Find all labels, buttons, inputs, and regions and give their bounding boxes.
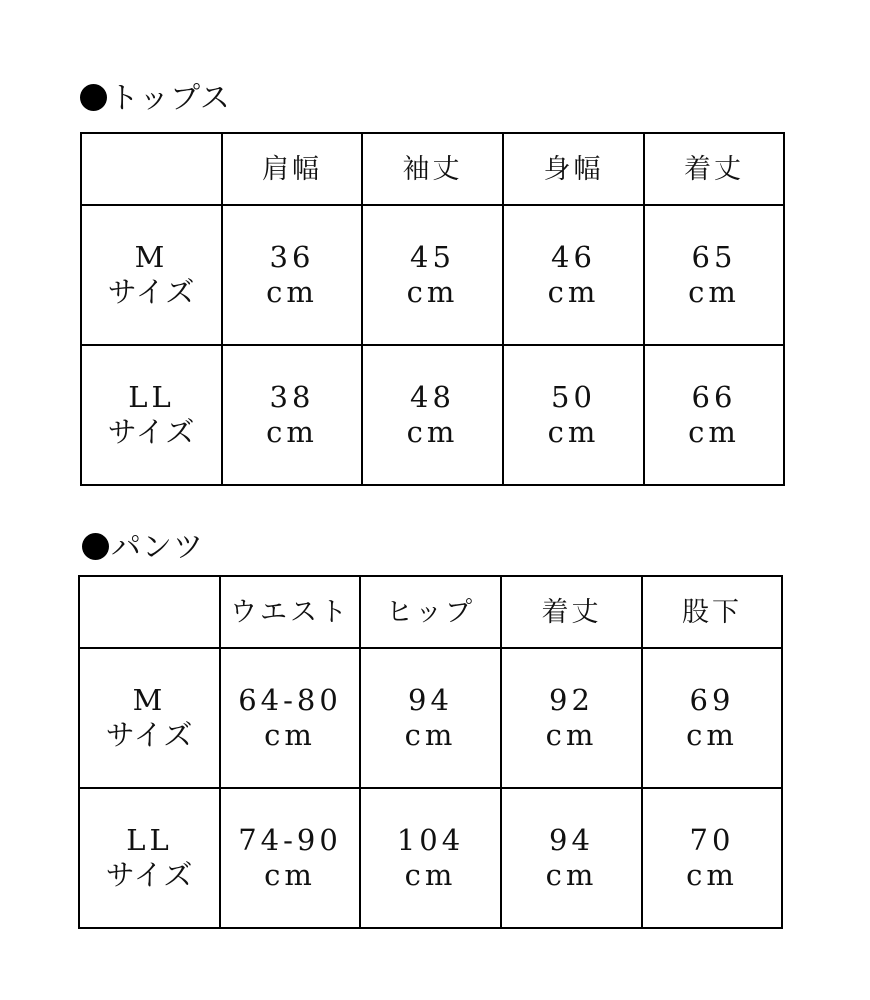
pants-header-row (79, 576, 782, 648)
value: 65 (691, 240, 737, 274)
pants-section-title (82, 530, 204, 565)
value-cell (220, 788, 360, 928)
value: 64-80 (238, 683, 342, 717)
value-cell (362, 345, 503, 485)
tops-header-row (81, 133, 784, 205)
unit: cm (264, 718, 316, 752)
value-cell (220, 648, 360, 788)
value-cell (642, 648, 782, 788)
unit: cm (264, 858, 316, 892)
value: 38 (269, 380, 315, 414)
size-name: M (132, 683, 167, 717)
value: 66 (691, 380, 737, 414)
value: 50 (551, 380, 596, 414)
unit: cm (688, 415, 740, 449)
value-cell (360, 648, 501, 788)
pants-size-table (78, 575, 783, 929)
value: 69 (689, 683, 735, 717)
unit: cm (406, 275, 459, 309)
unit: cm (547, 415, 600, 449)
size-name: LL (126, 823, 173, 857)
tops-section-title (80, 81, 231, 116)
value: 104 (396, 823, 465, 857)
size-name: LL (128, 380, 175, 414)
size-label-cell (79, 648, 220, 788)
value-cell (642, 788, 782, 928)
value: 94 (408, 683, 453, 717)
unit: cm (688, 275, 740, 309)
header-cell-length: 着丈 (644, 133, 784, 205)
size-label-cell (81, 205, 222, 345)
value-cell (501, 788, 642, 928)
value-cell (644, 345, 784, 485)
table-row (81, 205, 784, 345)
value-cell (644, 205, 784, 345)
bullet-icon (82, 533, 109, 560)
size-suffix: サイズ (107, 275, 196, 309)
unit: cm (686, 858, 738, 892)
value: 70 (689, 823, 735, 857)
header-cell-empty (81, 133, 222, 205)
value: 36 (269, 240, 315, 274)
unit: cm (547, 275, 600, 309)
table-row (79, 648, 782, 788)
value-cell (222, 205, 362, 345)
tops-size-table (80, 132, 785, 486)
header-cell-inseam: 股下 (642, 576, 782, 648)
value: 74-90 (238, 823, 342, 857)
value-cell (501, 648, 642, 788)
size-label-cell (81, 345, 222, 485)
size-suffix: サイズ (105, 858, 194, 892)
value: 48 (410, 380, 455, 414)
unit: cm (686, 718, 738, 752)
unit: cm (545, 718, 598, 752)
size-suffix: サイズ (107, 415, 196, 449)
pants-title-text: パンツ (111, 530, 204, 565)
table-row (81, 345, 784, 485)
table-row (79, 788, 782, 928)
size-suffix: サイズ (105, 718, 194, 752)
value-cell (503, 205, 644, 345)
size-name: M (134, 240, 169, 274)
header-cell-waist: ウエスト (220, 576, 360, 648)
unit: cm (404, 718, 457, 752)
unit: cm (406, 415, 459, 449)
header-cell-empty (79, 576, 220, 648)
unit: cm (545, 858, 598, 892)
header-cell-hip: ヒップ (360, 576, 501, 648)
value-cell (360, 788, 501, 928)
unit: cm (404, 858, 457, 892)
unit: cm (266, 415, 318, 449)
header-cell-length: 着丈 (501, 576, 642, 648)
header-cell-sleeve-length: 袖丈 (362, 133, 503, 205)
header-cell-body-width: 身幅 (503, 133, 644, 205)
tops-title-text: トップス (109, 81, 231, 116)
value: 92 (549, 683, 594, 717)
bullet-icon (80, 84, 107, 111)
value: 46 (551, 240, 596, 274)
value-cell (503, 345, 644, 485)
value: 45 (410, 240, 455, 274)
unit: cm (266, 275, 318, 309)
value-cell (222, 345, 362, 485)
value-cell (362, 205, 503, 345)
value: 94 (549, 823, 594, 857)
header-cell-shoulder-width: 肩幅 (222, 133, 362, 205)
size-label-cell (79, 788, 220, 928)
